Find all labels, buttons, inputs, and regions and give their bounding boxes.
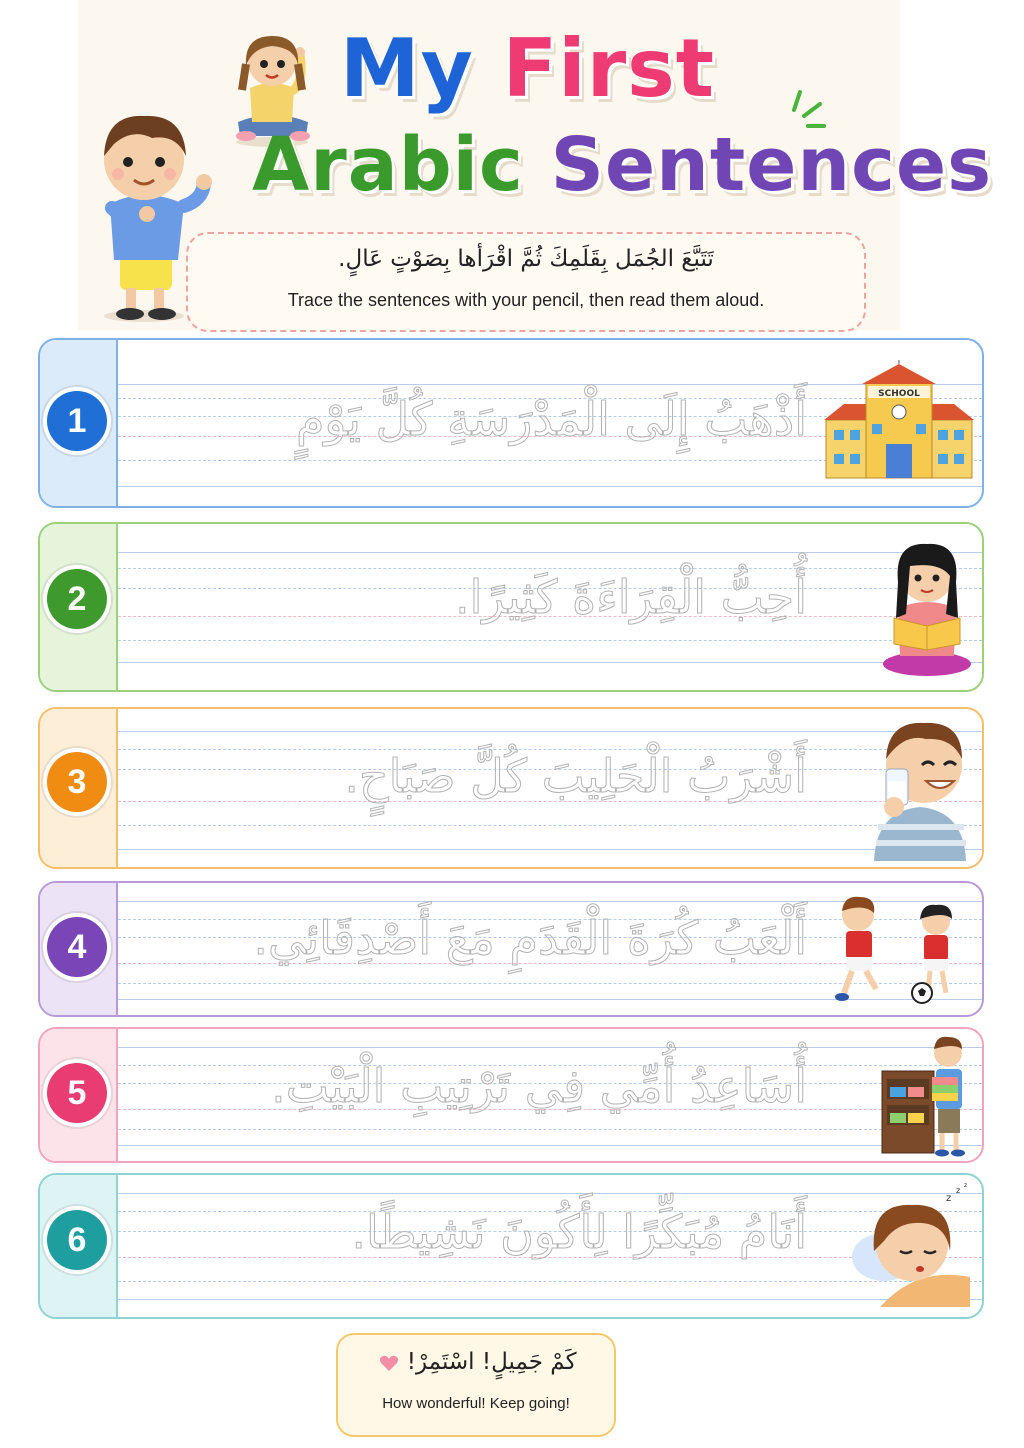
number-tab — [40, 1029, 118, 1161]
sparkle-icon — [788, 86, 828, 132]
instructions-english: Trace the sentences with your pencil, then read them aloud. — [287, 290, 765, 310]
svg-text:z: z — [946, 1193, 952, 1204]
sentence-card-5 — [38, 1027, 984, 1163]
girl-reading-book-icon — [880, 532, 974, 682]
title-line-1 — [340, 22, 715, 115]
boy-drinking-milk-icon — [864, 715, 974, 861]
title-line-2 — [252, 122, 992, 208]
number-badge: 6 — [47, 1210, 107, 1270]
trace-sentence[interactable]: أَذْهَبُ إِلَى الْمَدْرَسَةِ كُلَّ يَوْمٍ — [295, 392, 807, 446]
svg-text:z: z — [956, 1186, 961, 1195]
school-sign: SCHOOL — [878, 389, 920, 399]
sentence-card-1 — [38, 338, 984, 508]
title-word-arabic: Arabic — [252, 122, 524, 208]
number-badge: 5 — [47, 1063, 107, 1123]
number-tab — [40, 1175, 118, 1317]
instructions-box — [186, 232, 866, 332]
sentence-card-3 — [38, 707, 984, 869]
kids-playing-football-icon — [824, 889, 974, 1007]
number-badge: 4 — [47, 917, 107, 977]
title-word-first: First — [502, 22, 716, 115]
girl-sleeping-icon — [850, 1181, 974, 1307]
sentence-card-6 — [38, 1173, 984, 1319]
trace-sentence[interactable]: أَشْرَبُ الْحَلِيبَ كُلَّ صَبَاحٍ. — [344, 749, 807, 803]
number-tab — [40, 883, 118, 1015]
number-badge: 1 — [47, 391, 107, 451]
number-tab — [40, 524, 118, 690]
heart-icon — [379, 1354, 399, 1372]
trace-sentence[interactable]: أَنَامُ مُبَكِّرًا لِأَكُونَ نَشِيطًا. — [351, 1205, 807, 1259]
trace-sentence[interactable]: أَلْعَبُ كُرَةَ الْقَدَمِ مَعَ أَصْدِقَائِي. — [253, 911, 807, 965]
title-word-sentences: Sentences — [550, 122, 993, 208]
trace-sentence[interactable]: أُحِبُّ الْقِرَاءَةَ كَثِيرًا. — [454, 570, 807, 624]
encouragement-box — [336, 1333, 616, 1437]
svg-text:z: z — [964, 1182, 968, 1189]
number-badge: 2 — [47, 569, 107, 629]
number-tab — [40, 709, 118, 867]
title-word-my: My — [340, 22, 474, 115]
number-badge: 3 — [47, 752, 107, 812]
school-building-icon — [824, 360, 974, 482]
encouragement-english: How wonderful! Keep going! — [382, 1395, 570, 1412]
trace-sentence[interactable]: أُسَاعِدُ أُمِّي فِي تَرْتِيبِ الْبَيْتِ. — [271, 1059, 807, 1113]
boy-tidying-clothes-icon — [878, 1033, 974, 1157]
sentence-card-4 — [38, 881, 984, 1017]
encouragement-arabic-text: كَمْ جَمِيلٍ! اسْتَمِرْ! — [406, 1349, 577, 1375]
instructions-arabic: تَتَبَّعَ الجُمَل بِقَلَمِكَ ثُمَّ اقْرَأها بِصَوْتٍ عَالٍ. — [338, 246, 714, 272]
sentence-card-2 — [38, 522, 984, 692]
encouragement-arabic — [338, 1349, 614, 1375]
number-tab — [40, 340, 118, 506]
